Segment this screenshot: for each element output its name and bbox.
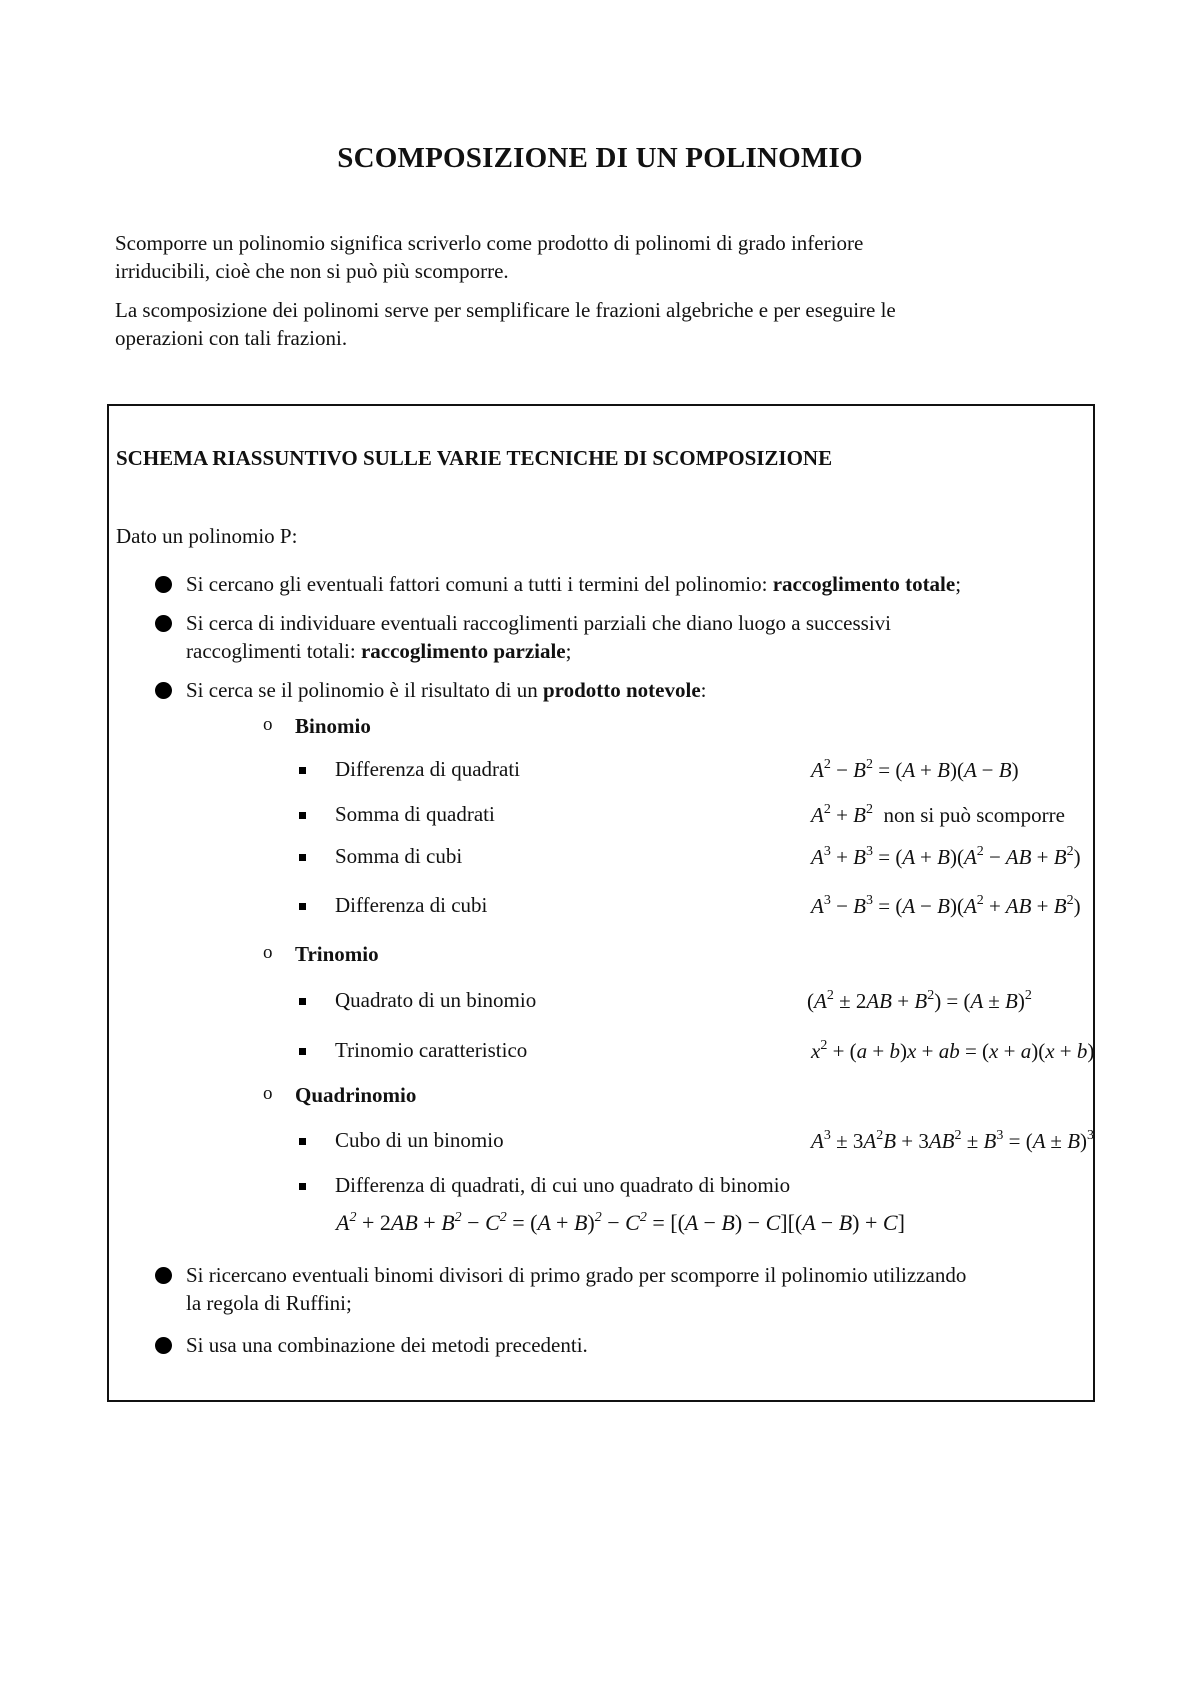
bullet-text: Si cerca di individuare eventuali raccoglimenti parziali che diano luogo a successivi	[186, 611, 891, 635]
square-bullet-icon	[299, 998, 306, 1005]
formula: $A^3 - B^3 = (A - B)(A^2$ + AB + $B^2$)	[811, 893, 1081, 918]
square-bullet-icon	[299, 1183, 306, 1190]
bullet-text: Si cerca se il polinomio è il risultato di un	[186, 678, 543, 702]
formula: $A^2 - B^2 = (A + B)(A - B)$	[811, 757, 1019, 782]
bullet-text: Si usa una combinazione dei metodi precedenti.	[186, 1333, 588, 1357]
formula: $x^2 + (a + b)x$ + ab = (x + a)(x + b)	[811, 1038, 1095, 1063]
intro-paragraph-1	[115, 229, 1045, 285]
square-bullet-icon	[299, 903, 306, 910]
formula: $A^2 + 2AB + B^2 - C^2 = (A + B)^2 - C^2 = [(A - B) - C][(A - B) + C]$	[336, 1210, 905, 1235]
box-lead: Dato un polinomio P:	[116, 524, 298, 548]
formula: $A^2 + B^2$ non si può scomporre	[811, 802, 1065, 827]
subgroup-label: Trinomio	[295, 942, 379, 966]
box-title: SCHEMA RIASSUNTIVO SULLE VARIE TECNICHE DI SCOMPOSIZIONE	[116, 446, 833, 470]
bullet-tail: ;	[955, 572, 962, 596]
item-name: Differenza di cubi	[335, 893, 488, 917]
bullet-tail: ;	[565, 639, 572, 663]
item-name: Cubo di un binomio	[335, 1128, 504, 1152]
subgroup-label: Binomio	[295, 714, 371, 738]
bullet-text: Si cercano gli eventuali fattori comuni a tutti i termini del polinomio:	[186, 572, 773, 596]
item-name: Trinomio caratteristico	[335, 1038, 528, 1062]
square-bullet-icon	[299, 1138, 306, 1145]
bullet-text: la regola di Ruffini;	[186, 1291, 352, 1315]
bullet-dot-icon	[155, 576, 172, 593]
formula: $A^3 + B^3 = (A + B)(A^2$ − AB + $B^2$)	[811, 844, 1081, 869]
circle-marker-icon: o	[263, 714, 273, 735]
intro-line: operazioni con tali frazioni.	[115, 326, 348, 350]
square-bullet-icon	[299, 767, 306, 774]
bullet-dot-icon	[155, 1337, 172, 1354]
circle-marker-icon: o	[263, 942, 273, 963]
square-bullet-icon	[299, 854, 306, 861]
intro-paragraph-2	[115, 296, 1045, 352]
item-name: Differenza di quadrati, di cui uno quadrato di binomio	[335, 1173, 791, 1197]
item-name: Quadrato di un binomio	[335, 988, 537, 1012]
formula: $(A^2 \pm 2AB + B^2) = (A \pm B)^2$	[807, 988, 1032, 1013]
bullet-text: Si ricercano eventuali binomi divisori di primo grado per scomporre il polinomio utilizzando	[186, 1263, 967, 1287]
intro-line: La scomposizione dei polinomi serve per semplificare le frazioni algebriche e per eseguire le	[115, 298, 896, 322]
bullet-bold-term: raccoglimento parziale	[360, 639, 566, 663]
item-name: Somma di quadrati	[335, 802, 495, 826]
formula: $A^3 \pm 3A^2B + 3AB^2 \pm B^3 = (A \pm B)^3$	[811, 1128, 1095, 1153]
circle-marker-icon: o	[263, 1083, 273, 1104]
bullet-text: raccoglimenti totali:	[186, 639, 361, 663]
square-bullet-icon	[299, 1048, 306, 1055]
page-title: SCOMPOSIZIONE DI UN POLINOMIO	[337, 142, 863, 174]
intro-line: irriducibili, cioè che non si può più scomporre.	[115, 259, 509, 283]
square-bullet-icon	[299, 812, 306, 819]
bullet-dot-icon	[155, 682, 172, 699]
formula-note: non si può scomporre	[883, 803, 1065, 827]
bullet-dot-icon	[155, 615, 172, 632]
subgroup-label: Quadrinomio	[295, 1083, 417, 1107]
intro-line: Scomporre un polinomio significa scriverlo come prodotto di polinomi di grado inferiore	[115, 231, 864, 255]
item-name: Differenza di quadrati	[335, 757, 521, 781]
bullet-bold-term: prodotto notevole	[542, 678, 701, 702]
bullet-bold-term: raccoglimento totale	[772, 572, 956, 596]
item-name: Somma di cubi	[335, 844, 463, 868]
bullet-dot-icon	[155, 1267, 172, 1284]
bullet-tail: :	[700, 678, 707, 702]
summary-box	[107, 404, 1095, 1402]
